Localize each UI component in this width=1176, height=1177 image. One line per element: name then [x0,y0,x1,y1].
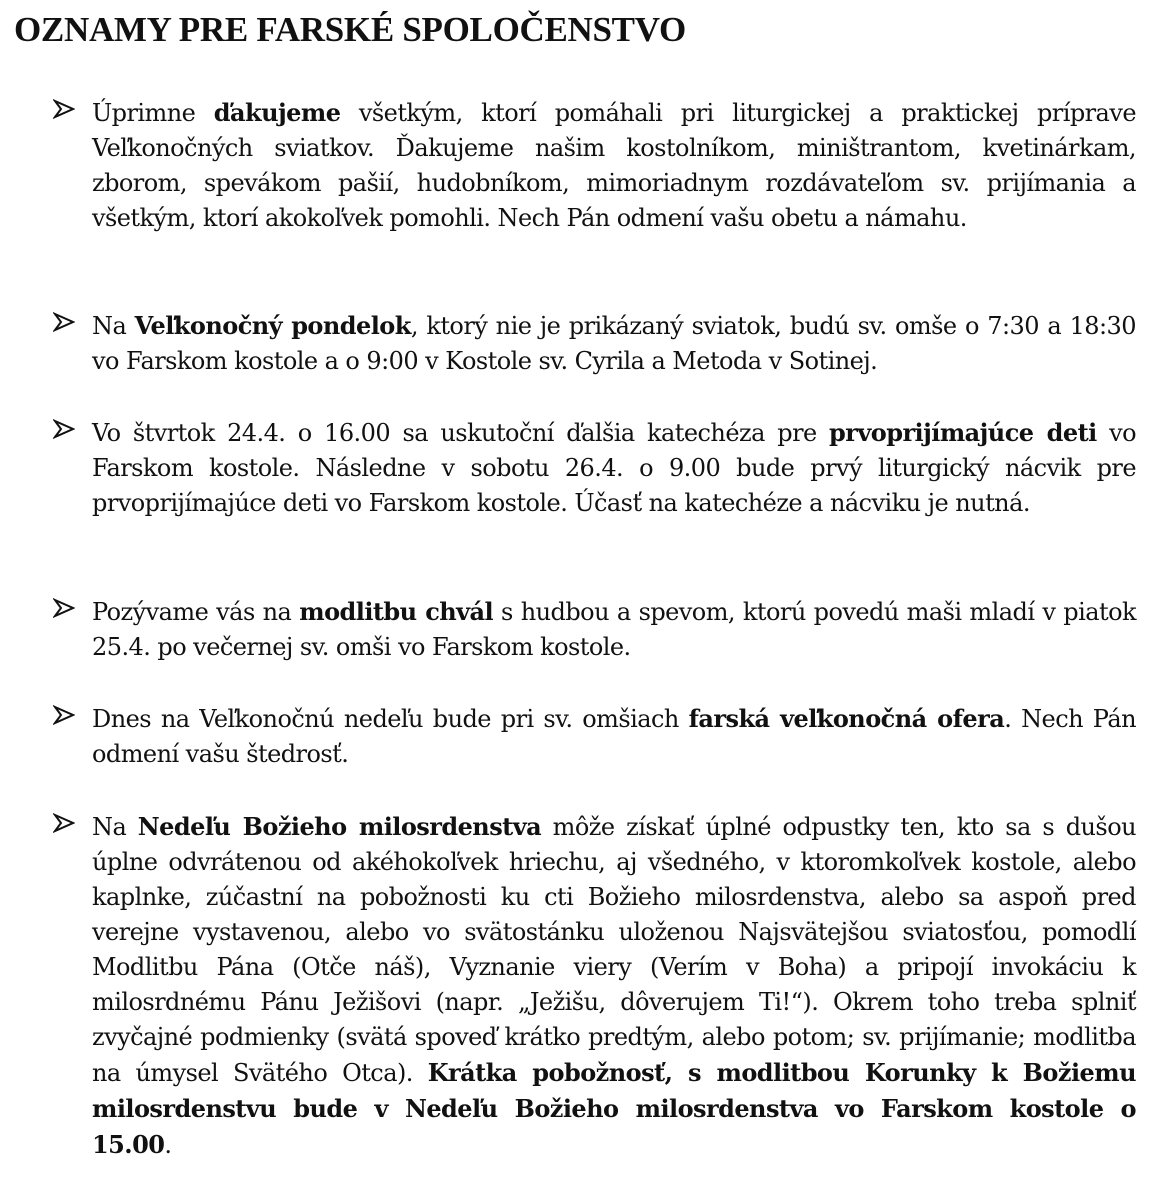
arrowhead-bullet-icon [53,311,75,333]
emphasis-text: Nedeľu Božieho milosrdenstva [137,812,542,841]
arrowhead-bullet-icon [53,812,75,834]
text-run: Pozývame vás na [92,598,300,626]
announcement-text [92,809,1136,1163]
text-run: Úprimne [92,99,214,127]
announcement-text [92,95,1136,236]
text-run: Na [92,813,138,841]
emphasis-text: Veľkonočný pondelok [134,311,411,340]
emphasis-text: modlitbu chvál [299,597,494,626]
emphasis-text: ďakujeme [213,98,341,127]
text-run: môže získať úplné odpustky ten, kto sa s dušou úplne odvrátenou od akéhokoľvek hriechu, aj všedného, v ktoromkoľvek kostole, alebo kaplnke, zúčastní na pobožnosti ku cti Božieho milosrdenstva, alebo sa aspoň pred verejne vystavenou, alebo vo svätostánku uloženou Najsvätejšou sviatosťou, pomodlí Modlitbu Pána (Otče náš), Vyznanie viery (Verím v Boha) a pripojí invokáciu k milosrdnému Pánu Ježišovi (napr. „Ježišu, dôverujem Ti!“). Okrem toho treba splniť zvyčajné podmienky (svätá spoveď krátko predtým, alebo potom; sv. prijímanie; modlitba na úmysel Svätého Otca). [92,813,1136,1087]
announcement-text [92,308,1136,379]
emphasis-text: farská veľkonočná ofera [688,704,1005,733]
arrowhead-bullet-icon [53,704,75,726]
announcement-text [92,594,1136,665]
emphasis-text: prvoprijímajúce deti [829,418,1097,447]
text-run: s hudbou a spevom, ktorú povedú maši mladí v piatok 25.4. po večernej sv. omši vo Farskom kostole. [92,598,1136,661]
announcement-text [92,701,1136,772]
arrowhead-bullet-icon [53,418,75,440]
page-title: OZNAMY PRE FARSKÉ SPOLOČENSTVO [14,10,686,49]
text-run: . [164,1131,172,1159]
text-run: . Nech Pán odmení vašu štedrosť. [92,705,1136,768]
text-run: všetkým, ktorí pomáhali pri liturgickej a praktickej príprave Veľkonočných sviatkov. Ďakujeme našim kostolníkom, miništrantom, kvetinárkam, zborom, spevákom pašií, hudobníkom, mimoriadnym rozdávateľom sv. prijímania a všetkým, ktorí akokoľvek pomohli. Nech Pán odmení vašu obetu a námahu. [92,99,1136,232]
text-run: Na [92,312,135,340]
emphasis-text: Krátka pobožnosť, s modlitbou Korunky k Božiemu milosrdenstvu bude v Nedeľu Božieho milosrdenstva vo Farskom kostole o 15.00 [92,1058,1136,1159]
arrowhead-bullet-icon [53,597,75,619]
text-run: , ktorý nie je prikázaný sviatok, budú sv. omše o 7:30 a 18:30 vo Farskom kostole a o 9:00 v Kostole sv. Cyrila a Metoda v Sotinej. [92,312,1136,375]
text-run: Vo štvrtok 24.4. o 16.00 sa uskutoční ďalšia katechéza pre [92,419,830,447]
text-run: Dnes na Veľkonočnú nedeľu bude pri sv. omšiach [92,705,689,733]
arrowhead-bullet-icon [53,98,75,120]
text-run: vo Farskom kostole. Následne v sobotu 26.4. o 9.00 bude prvý liturgický nácvik pre prvoprijímajúce deti vo Farskom kostole. Účasť na katechéze a nácviku je nutná. [92,419,1136,517]
announcement-text [92,415,1136,521]
